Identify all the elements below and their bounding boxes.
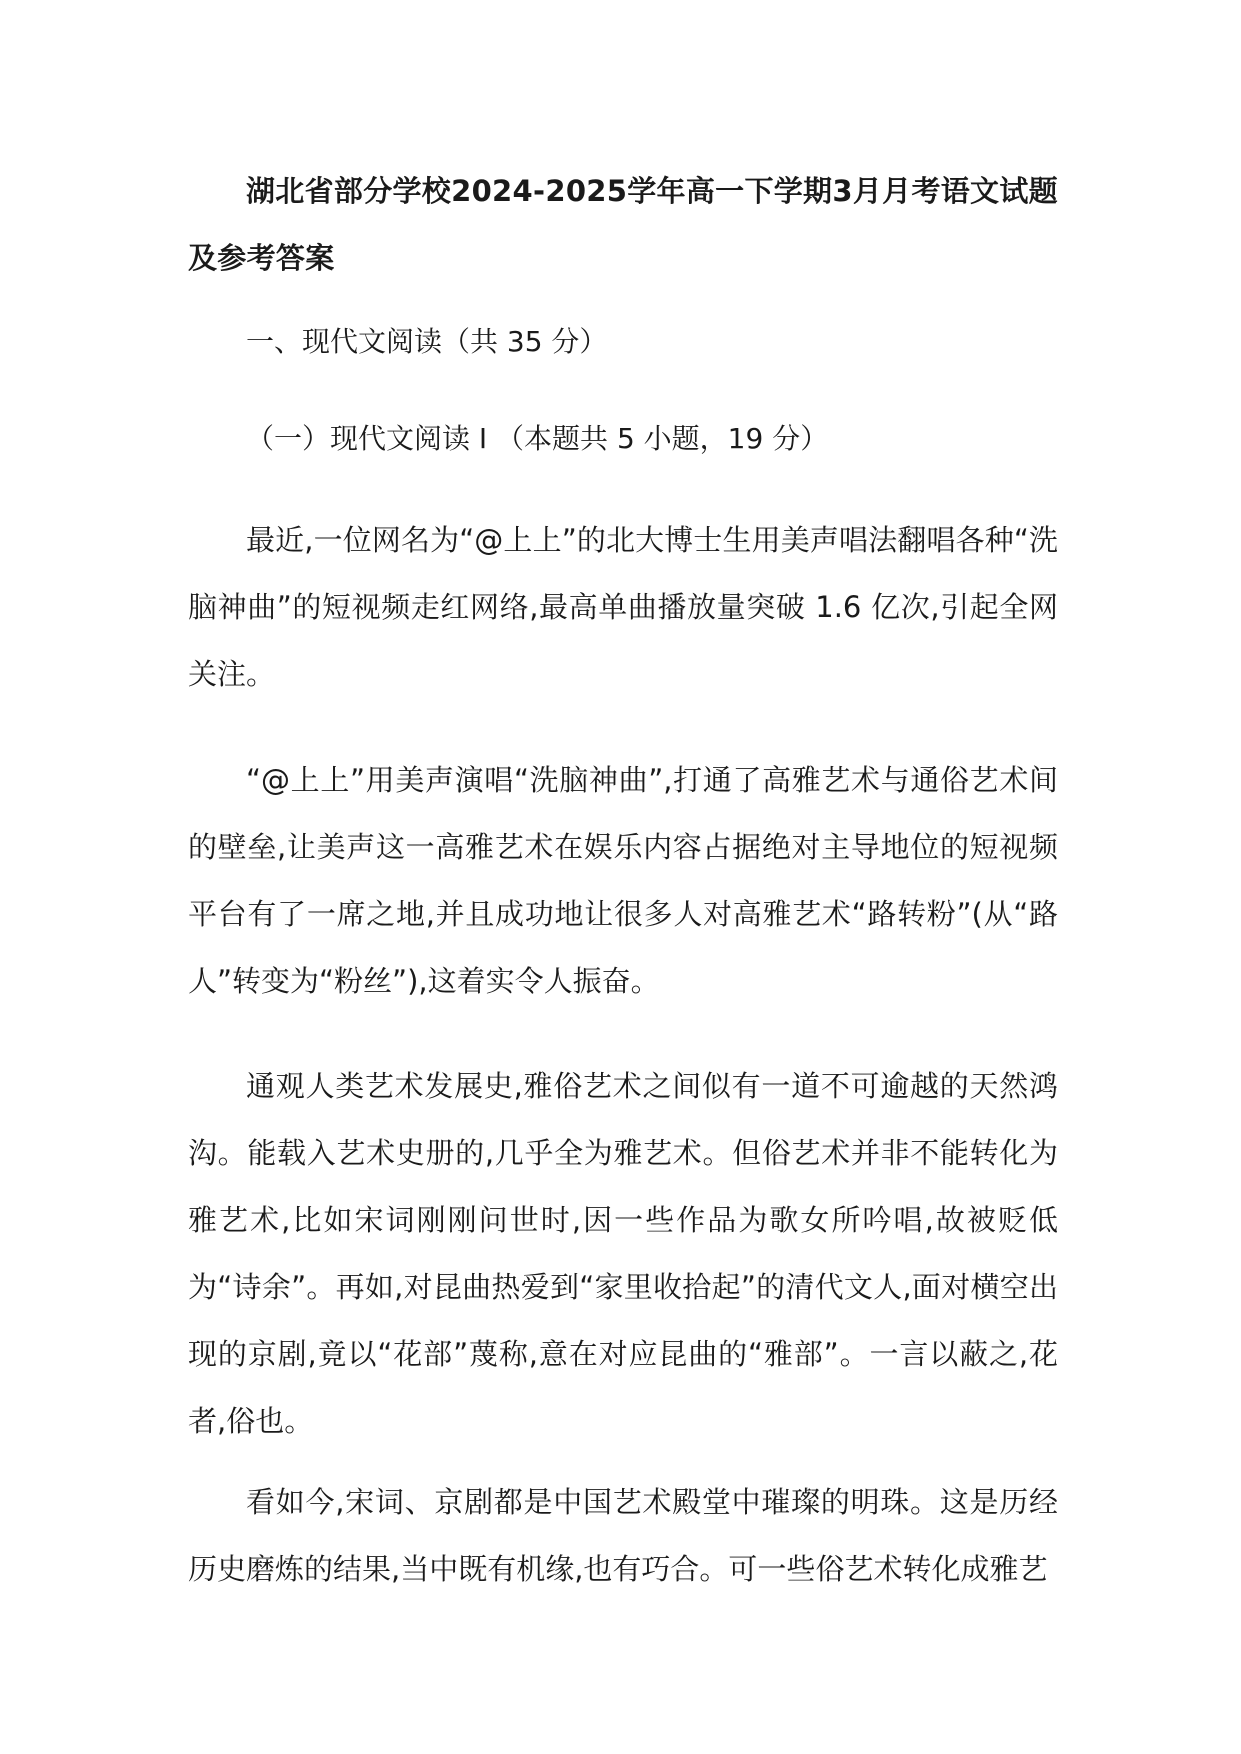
paragraph-2: “@上上”用美声演唱“洗脑神曲”,打通了高雅艺术与通俗艺术间的壁垒,让美声这一高雅艺术在娱乐内容占据绝对主导地位的短视频平台有了一席之地,并且成功地让很多人对高雅艺术“路转粉”(从“路人”转变为“粉丝”),这着实令人振奋。: [188, 763, 1058, 998]
document-title: 湖北省部分学校2024-2025学年高一下学期3月月考语文试题及参考答案: [188, 174, 1058, 275]
paragraph-1: 最近,一位网名为“@上上”的北大博士生用美声唱法翻唱各种“洗脑神曲”的短视频走红网络,最高单曲播放量突破 1.6 亿次,引起全网关注。: [188, 523, 1058, 691]
paragraph-3: 通观人类艺术发展史,雅俗艺术之间似有一道不可逾越的天然鸿沟。能载入艺术史册的,几乎全为雅艺术。但俗艺术并非不能转化为雅艺术,比如宋词刚刚问世时,因一些作品为歌女所吟唱,故被贬低为“诗余”。再如,对昆曲热爱到“家里收拾起”的清代文人,面对横空出现的京剧,竟以“花部”蔑称,意在对应昆曲的“雅部”。一言以蔽之,花者,俗也。: [188, 1069, 1058, 1438]
subsection-heading: （一）现代文阅读 I （本题共 5 小题，19 分）: [246, 422, 829, 455]
section-heading: 一、现代文阅读（共 35 分）: [246, 325, 608, 358]
paragraph-4: 看如今,宋词、京剧都是中国艺术殿堂中璀璨的明珠。这是历经历史磨炼的结果,当中既有机缘,也有巧合。可一些俗艺术转化成雅艺: [188, 1485, 1058, 1586]
